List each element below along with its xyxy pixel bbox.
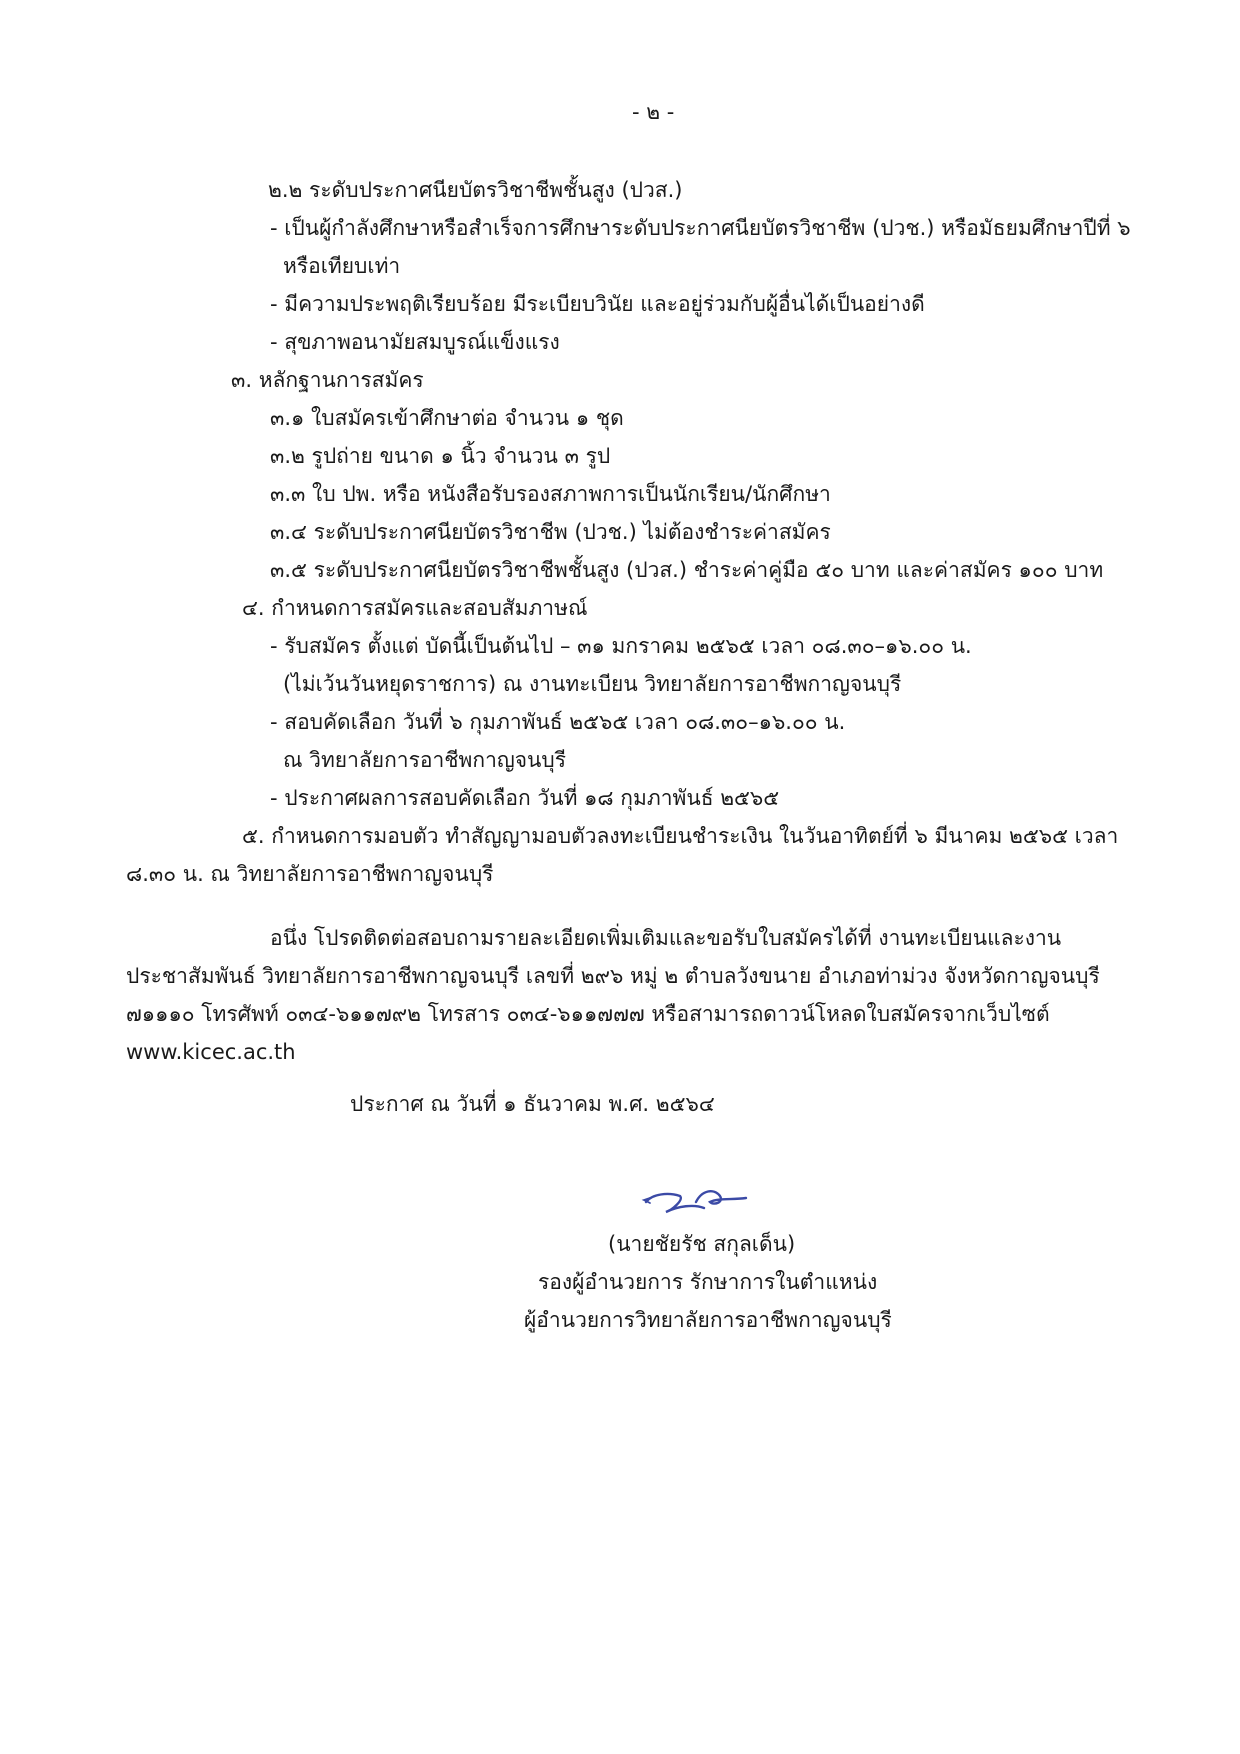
section-4-heading: ๔. กำหนดการสมัครและสอบสัมภาษณ์ (242, 596, 588, 620)
page-number: - ๒ - (632, 100, 675, 124)
section-2-2-item: - เป็นผู้กำลังศึกษาหรือสำเร็จการศึกษาระดับประกาศนียบัตรวิชาชีพ (ปวช.) หรือมัธยมศึกษาปีที่ ๖ (270, 216, 1131, 240)
section-3-item: ๓.๑ ใบสมัครเข้าศึกษาต่อ จำนวน ๑ ชุด (270, 406, 624, 430)
contact-paragraph-line: ๗๑๑๑๐ โทรศัพท์ ๐๓๔-๖๑๑๗๙๒ โทรสาร ๐๓๔-๖๑๑๗๗๗ หรือสามารถดาวน์โหลดใบสมัครจากเว็บไซต์ (126, 1002, 1050, 1026)
section-3-item: ๓.๓ ใบ ปพ. หรือ หนังสือรับรองสภาพการเป็นนักเรียน/นักศึกษา (270, 482, 831, 506)
signature-image (638, 1176, 758, 1226)
section-3-heading: ๓. หลักฐานการสมัคร (231, 368, 424, 392)
section-3-item: ๓.๒ รูปถ่าย ขนาด ๑ นิ้ว จำนวน ๓ รูป (270, 444, 611, 468)
section-4-item: - สอบคัดเลือก วันที่ ๖ กุมภาพันธ์ ๒๕๖๕ เวลา ๐๘.๓๐–๑๖.๐๐ น. (270, 710, 846, 734)
section-4-item: ณ วิทยาลัยการอาชีพกาญจนบุรี (283, 748, 567, 772)
section-4-item: - ประกาศผลการสอบคัดเลือก วันที่ ๑๘ กุมภาพันธ์ ๒๕๖๕ (270, 786, 780, 810)
section-5-line: ๕. กำหนดการมอบตัว ทำสัญญามอบตัวลงทะเบียนชำระเงิน ในวันอาทิตย์ที่ ๖ มีนาคม ๒๕๖๕ เวลา (242, 824, 1119, 848)
section-5-line: ๘.๓๐ น. ณ วิทยาลัยการอาชีพกาญจนบุรี (126, 862, 494, 886)
signer-name: (นายชัยรัช สกุลเด็น) (608, 1232, 796, 1256)
section-3-item: ๓.๔ ระดับประกาศนียบัตรวิชาชีพ (ปวช.) ไม่ต้องชำระค่าสมัคร (270, 520, 831, 544)
signer-position: ผู้อำนวยการวิทยาลัยการอาชีพกาญจนบุรี (524, 1308, 892, 1332)
section-3-item: ๓.๕ ระดับประกาศนียบัตรวิชาชีพชั้นสูง (ปวส.) ชำระค่าคู่มือ ๕๐ บาท และค่าสมัคร ๑๐๐ บาท (270, 558, 1104, 582)
section-2-2-heading: ๒.๒ ระดับประกาศนียบัตรวิชาชีพชั้นสูง (ปวส.) (268, 178, 683, 202)
contact-paragraph-line: อนึ่ง โปรดติดต่อสอบถามรายละเอียดเพิ่มเติมและขอรับใบสมัครได้ที่ งานทะเบียนและงาน (270, 926, 1062, 950)
contact-paragraph-line: ประชาสัมพันธ์ วิทยาลัยการอาชีพกาญจนบุรี เลขที่ ๒๙๖ หมู่ ๒ ตำบลวังขนาย อำเภอท่าม่วง จังหวัดกาญจนบุรี (126, 964, 1100, 988)
website-url: www.kicec.ac.th (126, 1040, 296, 1064)
section-4-item: - รับสมัคร ตั้งแต่ บัดนี้เป็นต้นไป – ๓๑ มกราคม ๒๕๖๕ เวลา ๐๘.๓๐–๑๖.๐๐ น. (270, 634, 972, 658)
section-2-2-item: หรือเทียบเท่า (283, 254, 401, 278)
signer-position: รองผู้อำนวยการ รักษาการในตำแหน่ง (538, 1270, 878, 1294)
announce-date: ประกาศ ณ วันที่ ๑ ธันวาคม พ.ศ. ๒๕๖๔ (350, 1092, 715, 1116)
section-2-2-item: - มีความประพฤติเรียบร้อย มีระเบียบวินัย และอยู่ร่วมกับผู้อื่นได้เป็นอย่างดี (270, 292, 925, 316)
section-2-2-item: - สุขภาพอนามัยสมบูรณ์แข็งแรง (270, 330, 560, 354)
section-4-item: (ไม่เว้นวันหยุดราชการ) ณ งานทะเบียน วิทยาลัยการอาชีพกาญจนบุรี (283, 672, 902, 696)
